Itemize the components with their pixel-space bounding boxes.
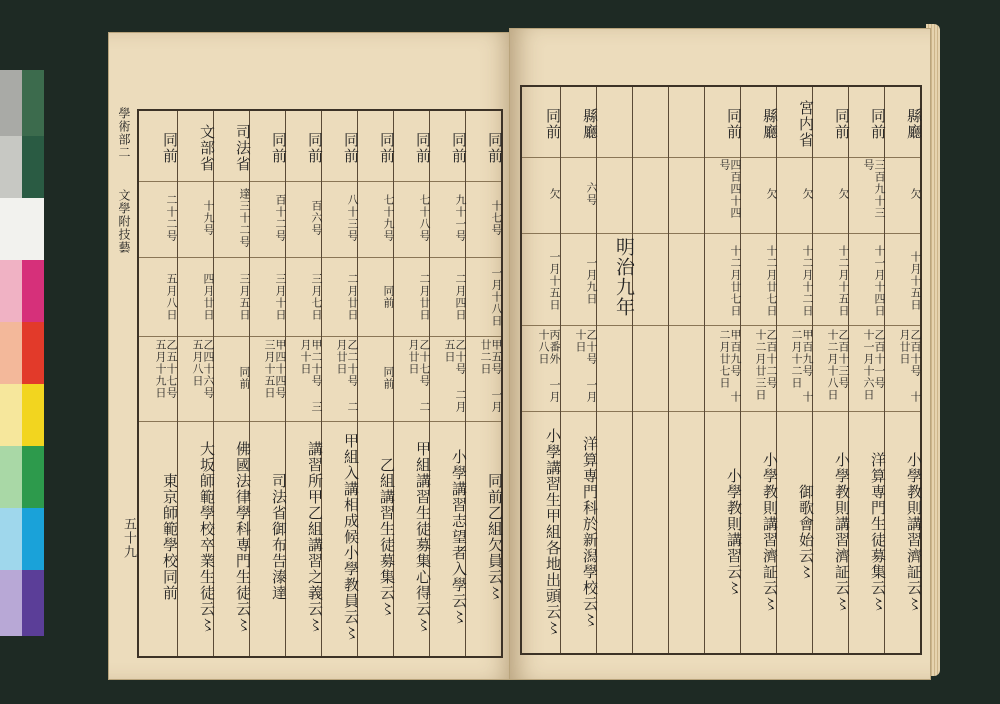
right-register-table [520,85,922,655]
left-page [108,32,515,680]
register-column: 宮内省 欠 十二月十二日 甲百九号 十二月十二日 御歌會始云〻 [776,87,813,653]
register-column: 同前 百六号 三月七日 甲二十号 三月十日 講習所甲乙組講習之義云〻 [285,111,322,656]
register-column: 同前 欠 十二月十五日 乙百十三号 十二月十八日 小學教則講習濟証云〻 [812,87,849,653]
register-column: 同前 欠 一月十五日 丙番外 一月十八日 小學講習生甲組各地出頭云〻 [537,108,562,636]
register-column: 文部省 十九号 四月廿日 乙四十六号 五月八日 大坂師範學校卒業生徒云〻 [177,111,214,656]
left-register-table [137,109,503,658]
register-column: 同前 十七号 一月十八日 甲五号 一月廿二日 同前乙組欠員云〻 [465,111,502,656]
register-column: 縣廳 六号 一月九日 乙十号 一月十日 洋算専門科於新潟學校云〻 [560,87,597,653]
blank-register-column [668,87,705,653]
register-column: 同前 七十八号 二月廿日 乙十七号 二月廿日 甲組講習生徒募集心得云〻 [393,111,430,656]
era-heading-column [596,87,633,653]
register-column: 同前 二十二号 五月八日 乙五十七号 五月十九日 東京師範學校同前 [154,132,179,601]
margin-subsection-label: 文學附技藝 [117,189,131,254]
margin-title [115,107,134,254]
color-calibration-strip [0,70,44,636]
register-column: 縣廳 欠 十月十五日 乙百十号 十月廿日 小學教則講習濟証云〻 [884,87,921,653]
register-column: 同前 四百四十四号 十二月廿七日 甲百九号 十二月廿七日 小學教則講習云〻 [704,87,741,653]
open-book [108,18,940,683]
margin-section-label: 學術部二 [117,107,131,159]
era-heading: 明治九年 [613,237,635,317]
blank-register-column [632,87,669,653]
right-page [509,28,931,680]
register-column: 司法省 達三十二号 三月五日 同前 佛國法律學科専門生徒云〻 [213,111,250,656]
page-number: 五十九 [121,517,136,559]
register-column: 同前 八十三号 二月廿日 乙二十号 二月廿日 甲組入講相成候小學教員云〻 [321,111,358,656]
register-column: 同前 百十二号 三月十日 甲四十四号 三月十五日 司法省御布告󠄃溙達 [249,111,286,656]
register-column: 同前 七十九号 同前 同前 乙組講習生徒募集云〻 [357,111,394,656]
register-column: 同前 九十一号 二月四日 乙十号 二月五日 小學講習志望者入學云〻 [429,111,466,656]
register-column: 同前 三百九十三号 十一月十四日 乙百十一号 十一月十六日 洋算専門生徒募集云〻 [848,87,885,653]
register-column: 縣廳 欠 十二月廿七日 乙百十二号 十二月廿三日 小學教則講習濟証云〻 [740,87,777,653]
